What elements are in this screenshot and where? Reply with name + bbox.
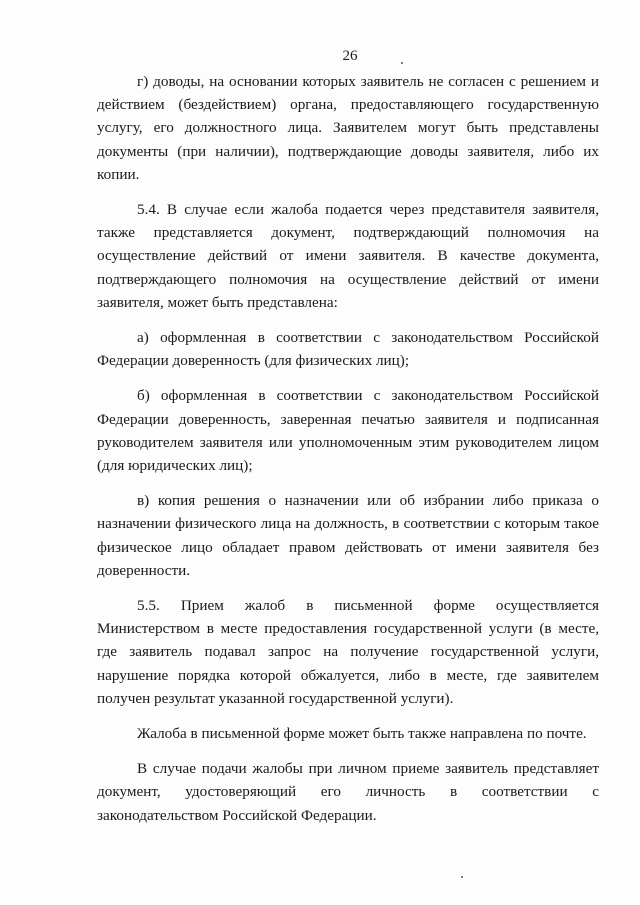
- paragraph-mail: Жалоба в письменной форме может быть также направлена по почте.: [137, 725, 587, 743]
- paragraph-5-4: 5.4. В случае если жалоба подается через представителя заявителя, также представляется документ, подтверждающий полномочия на осуществление действий от имени заявителя. В качестве документа, подтверждающего полномочия на осуществление действий от имени заявителя, может быть представлена:: [97, 201, 599, 311]
- paragraph-personal-reception: В случае подачи жалобы при личном приеме заявитель представляет документ, удостоверяющий его личность в соответствии с законодательством Российской Федерации.: [97, 760, 599, 824]
- paragraph-item-b: б) оформленная в соответствии с законодательством Российской Федерации доверенность, заверенная печатью заявителя и подписанная руководителем заявителя или уполномоченным этим руководителем лицом (для юридических лиц);: [97, 387, 599, 475]
- page-number: 26: [342, 48, 358, 64]
- paragraph-item-g: г) доводы, на основании которых заявитель не согласен с решением и действием (бездействием) органа, предоставляющего государственную услугу, его должностного лица. Заявителем могут быть представлены документы (при наличии), подтверждающие доводы заявителя, либо их копии.: [97, 73, 599, 183]
- paragraph-5-5: 5.5. Прием жалоб в письменной форме осуществляется Министерством в месте предоставления государственной услуги (в месте, где заявитель подавал запрос на получение государственной услуги, нарушение порядка которой обжалуется, либо в месте, где заявителем получен результат указанной государственной услуги).: [97, 597, 599, 707]
- scan-speck: [401, 62, 403, 64]
- body-text: [97, 70, 599, 827]
- scan-speck: [461, 876, 463, 878]
- paragraph-item-a: а) оформленная в соответствии с законодательством Российской Федерации доверенность (для физических лиц);: [97, 329, 599, 370]
- paragraph-item-v: в) копия решения о назначении или об избрании либо приказа о назначении физического лица на должность, в соответствии с которым такое физическое лицо обладает правом действовать от имени заявителя без доверенности.: [97, 492, 599, 579]
